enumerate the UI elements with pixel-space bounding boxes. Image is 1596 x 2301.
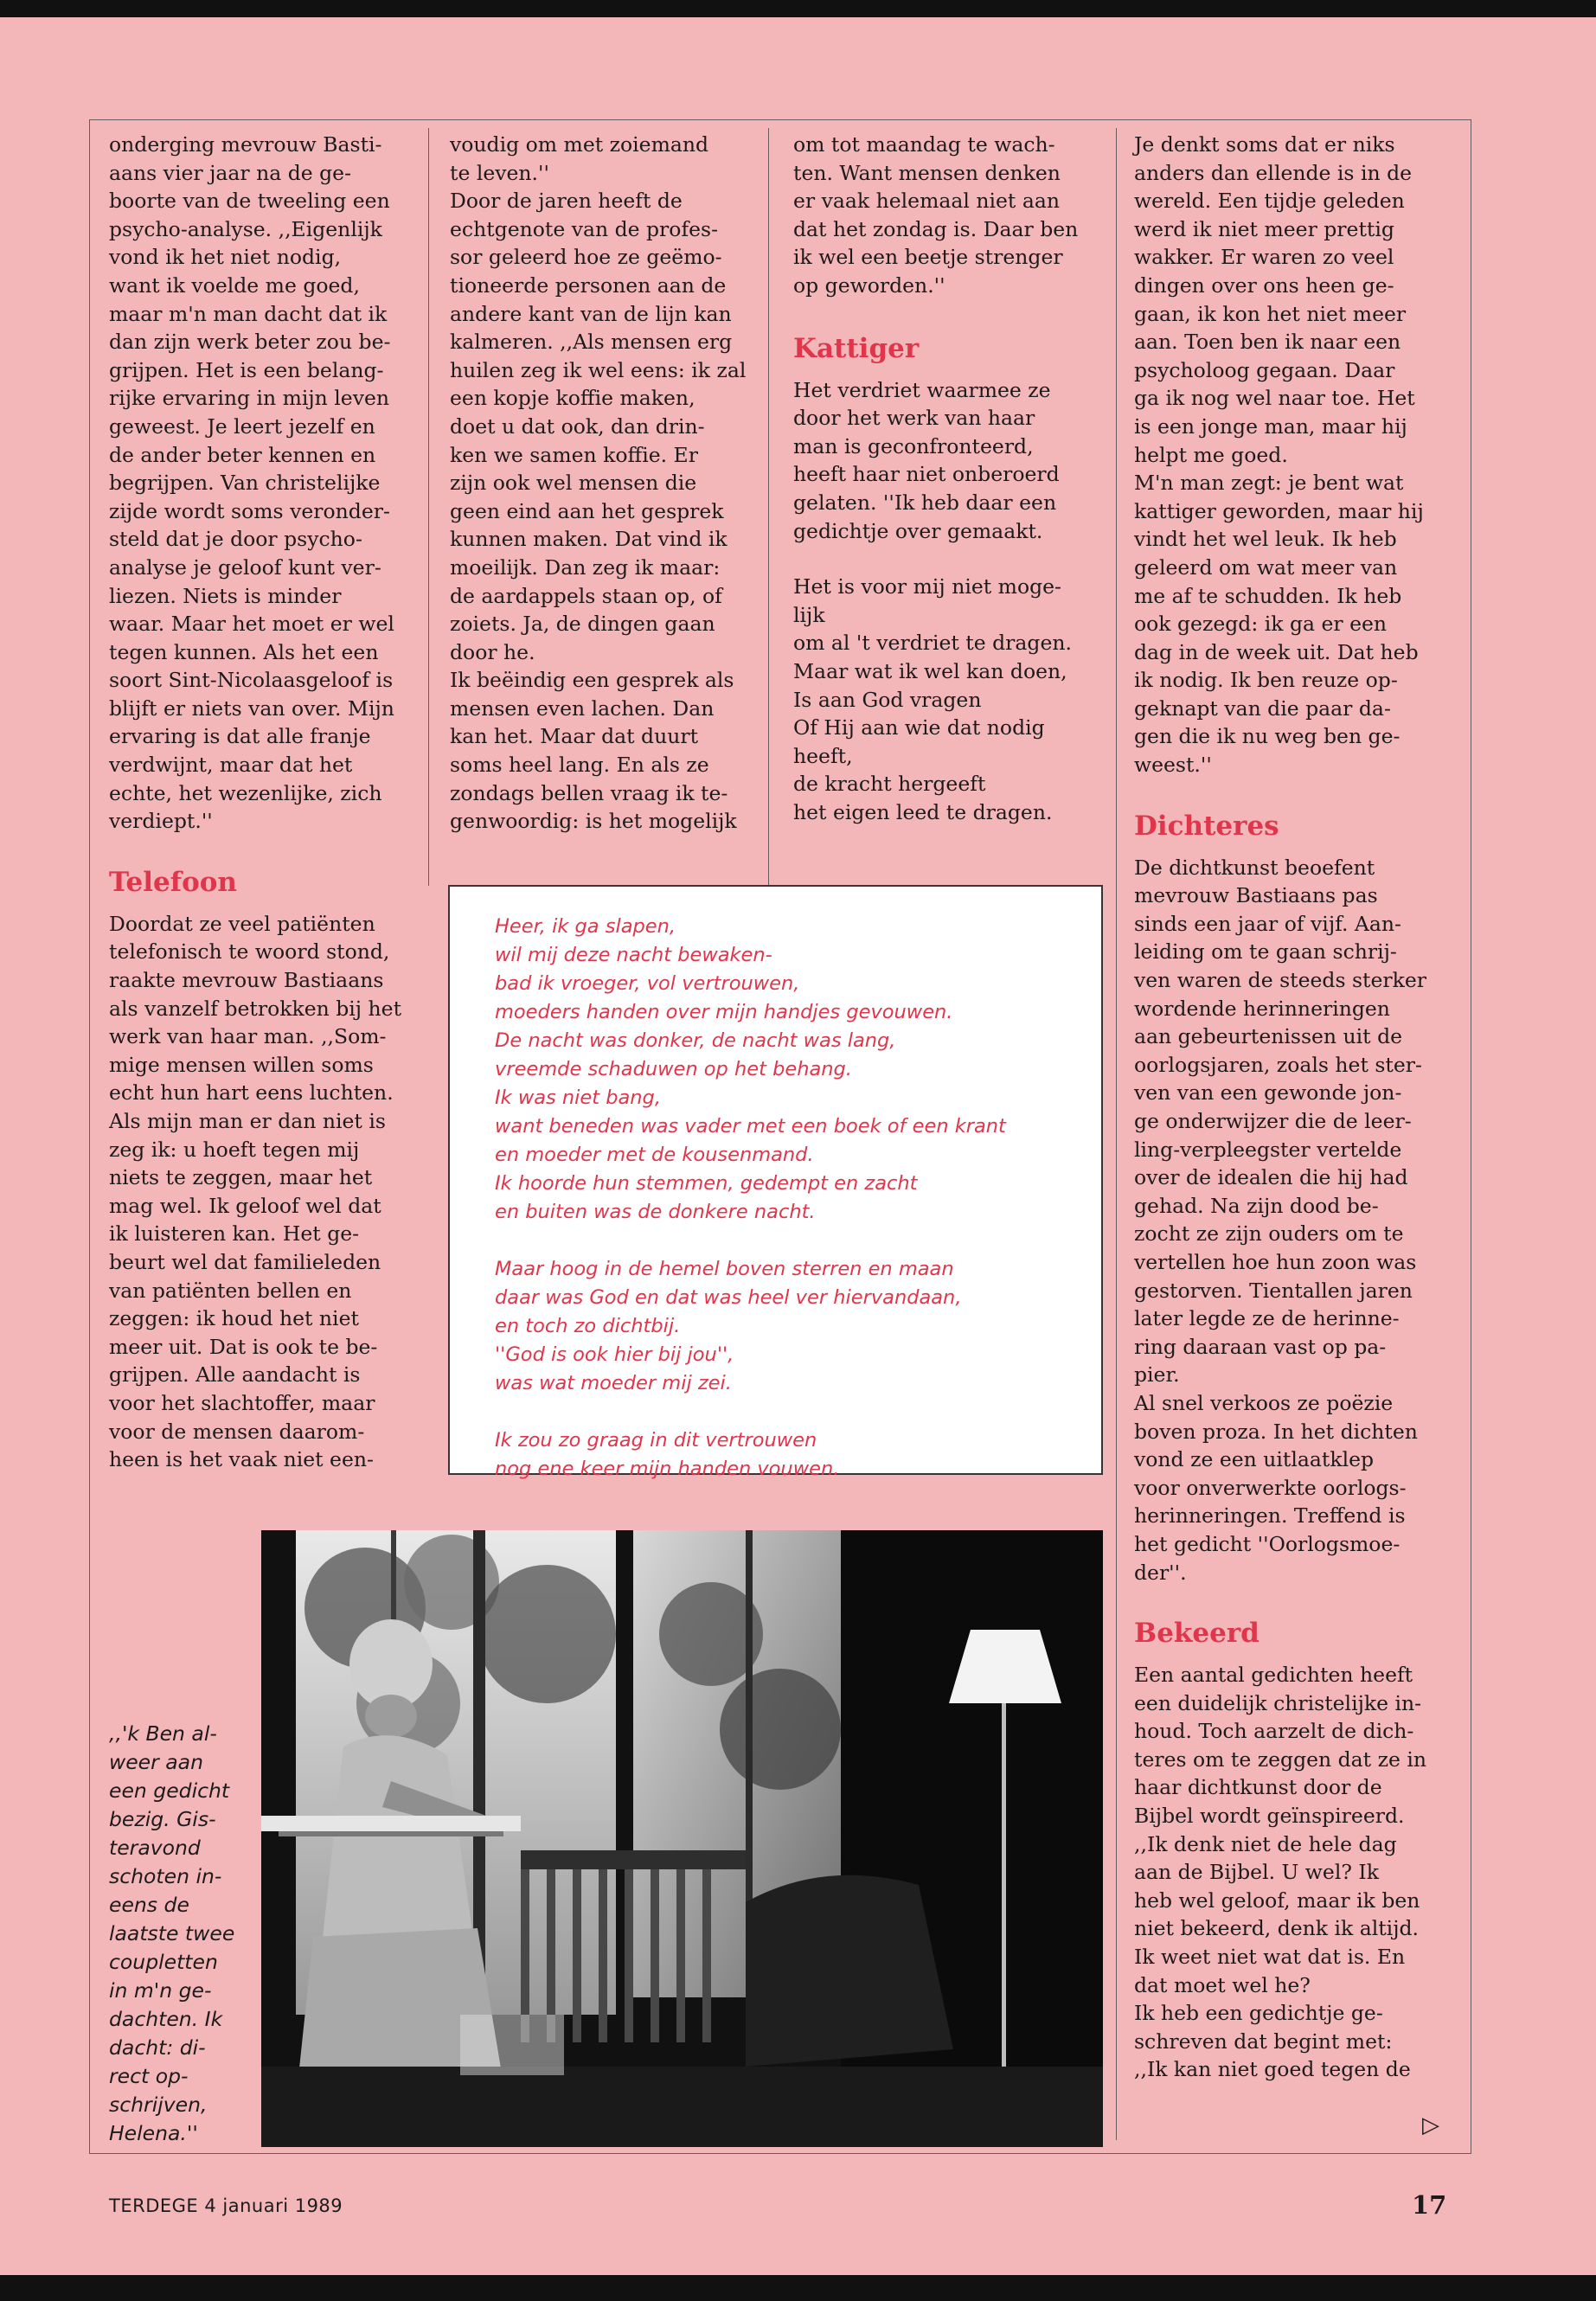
section-heading-bekeerd: Bekeerd [1134,1618,1259,1650]
scan-top-edge [0,0,1596,17]
article-paragraph: Een aantal gedichten heeft een duidelijk christelijke in- houd. Toch aarzelt de dich- teres om te zeggen dat ze in haar dichtkunst door de Bijbel wordt geïnspireerd. ,,Ik denk niet de hele dag aan de Bijbel. U wel? Ik heb wel geloof, maar ik ben niet bekeerd, denk ik altijd. Ik weet niet wat dat is. En dat moet wel he? Ik heb een gedichtje ge- schreven dat begint met: ,,Ik kan niet goed tegen de [1134,1663,1427,2082]
article-paragraph: Je denkt soms dat er niks anders dan ellende is in de wereld. Een tijdje geleden werd ik niet meer prettig wakker. Er waren zo veel dingen over ons heen ge- gaan, ik kon het niet meer aan. Toen ben ik naar een psycholoog gegaan. Daar ga ik nog wel naar toe. Het is een jonge man, maar hij helpt me goed. M'n man zegt: je bent wat kattiger geworden, maar hij vindt het wel leuk. Ik heb geleerd om wat meer van me af te schudden. Ik heb ook gezegd: ik ga er een dag in de week uit. Dat heb ik nodig. Ik ben reuze op- geknapt van die paar da- gen die ik nu weg ben ge- weest.'' [1134,132,1424,778]
article-column-1 [109,131,420,1474]
article-paragraph: Doordat ze veel patiënten telefonisch te woord stond, raakte mevrouw Bastiaans als vanzelf betrokken bij het werk van haar man. ,,Som- mige mensen willen soms echt hun hart eens luchten. Als mijn man er dan niet is zeg ik: u hoeft tegen mij niets te zeggen, maar het mag wel. Ik geloof wel dat ik luisteren kan. Het ge- beurt wel dat familieleden van patiënten bellen en zeggen: ik houd het niet meer uit. Dat is ook te be- grijpen. Alle aandacht is voor het slachtoffer, maar voor de mensen daarom- heen is het vaak niet een- [109,911,402,1472]
page-number: 17 [1412,2190,1447,2220]
section-heading-telefoon: Telefoon [109,866,237,898]
poem-stanza: Heer, ik ga slapen, wil mij deze nacht bewaken- bad ik vroeger, vol vertrouwen, moeders handen over mijn handjes gevouwen. De nacht was donker, de nacht was lang, vreemde schaduwen op het behang. Ik was niet bang, want beneden was vader met een boek of een krant en moeder met de kousenmand. Ik hoorde hun stemmen, gedempt en zacht en buiten was de donkere nacht. [495,915,1006,1223]
section-heading-dichteres: Dichteres [1134,810,1279,842]
inline-poem: Het is voor mij niet moge- lijk om al 't verdriet te dragen. Maar wat ik wel kan doen, Is aan God vragen Of Hij aan wie dat nodig heeft, de kracht hergeeft het eigen leed te dragen. [793,574,1072,824]
section-heading-kattiger: Kattiger [793,332,920,364]
article-column-3 [793,131,1109,826]
article-paragraph: onderging mevrouw Basti- aans vier jaar na de ge- boorte van de tweeling een psycho-analyse. ,,Eigenlijk vond ik het niet nodig, want ik voelde me goed, maar m'n man dacht dat ik dan zijn werk beter zou be- grijpen. Het is een belang- rijke ervaring in mijn leven geweest. Je leert jezelf en de ander beter kennen en begrijpen. Van christelijke zijde wordt soms veronder- steld dat je door psycho- analyse je geloof kunt ver- liezen. Niets is minder waar. Maar het moet er wel tegen kunnen. Als het een soort Sint-Nicolaasgeloof is blijft er niets van over. Mijn ervaring is dat alle franje verdwijnt, maar dat het echte, het wezenlijke, zich verdiept.'' [109,132,394,834]
poem-stanza: Maar hoog in de hemel boven sterren en maan daar was God en dat was heel ver hiervandaan, en toch zo dichtbij. ''God is ook hier bij jou'', was wat moeder mij zei. [495,1258,962,1394]
article-paragraph: om tot maandag te wach- ten. Want mensen denken er vaak helemaal niet aan dat het zondag is. Daar ben ik wel een beetje strenger op geworden.'' [793,132,1079,298]
publication-footer: TERDEGE 4 januari 1989 [109,2195,343,2216]
article-paragraph: Het verdriet waarmee ze door het werk van haar man is geconfronteerd, heeft haar niet onberoerd gelaten. ''Ik heb daar een gedichtje over gemaakt. [793,377,1060,543]
magazine-page [0,17,1596,2275]
article-column-2 [450,131,761,836]
article-paragraph: De dichtkunst beoefent mevrouw Bastiaans pas sinds een jaar of vijf. Aan- leiding om te gaan schrij- ven waren de steeds sterker wordende herinneringen aan gebeurtenissen uit de oorlogsjaren, zoals het ster- ven van een gewonde jon- ge onderwijzer die de leer- ling-verpleegster vertelde over de idealen die hij had gehad. Na zijn dood be- zocht ze zijn ouders om te vertellen hoe hun zoon was gestorven. Tientallen jaren later legde ze de herinne- ring daaraan vast op pa- pier. Al snel verkoos ze poëzie boven proza. In het dichten vond ze een uitlaatklep voor onverwerkte oorlogs- herinneringen. Treffend is het gedicht ''Oorlogsmoe- der''. [1134,855,1426,1585]
poem-stanza: Ik zou zo graag in dit vertrouwen nog ene keer mijn handen vouwen. [495,1429,840,1480]
continue-arrow-icon: ▷ [1422,2112,1439,2138]
scan-bottom-edge [0,2275,1596,2301]
column-rule [768,128,769,886]
article-paragraph: voudig om met zoiemand te leven.'' Door de jaren heeft de echtgenote van de profes- sor geleerd hoe ze geëmo- tioneerde personen aan de andere kant van de lijn kan kalmeren. ,,Als mensen erg huilen zeg ik wel eens: ik zal een kopje koffie maken, doet u dat ook, dan drin- ken we samen koffie. Er zijn ook wel mensen die geen eind aan het gesprek kunnen maken. Dat vind ik moeilijk. Dan zeg ik maar: de aardappels staan op, of zoiets. Ja, de dingen gaan door he. Ik beëindig een gesprek als mensen even lachen. Dan kan het. Maar dat duurt soms heel lang. En als ze zondags bellen vraag ik te- genwoordig: is het mogelijk [450,132,747,834]
column-rule [428,128,429,886]
article-column-4 [1134,131,1463,2084]
photo-woman-writing [261,1530,1103,2147]
photo-caption: ,,'k Ben al- weer aan een gedicht bezig. Gis- teravond schoten in- eens de laatste twee coupletten in m'n ge- dachten. Ik dacht: di- rect op- schrijven, Helena.'' [109,1721,235,2145]
poem-box [448,885,1103,1480]
photo-illustration [261,1530,1103,2147]
column-rule [1116,128,1117,2140]
